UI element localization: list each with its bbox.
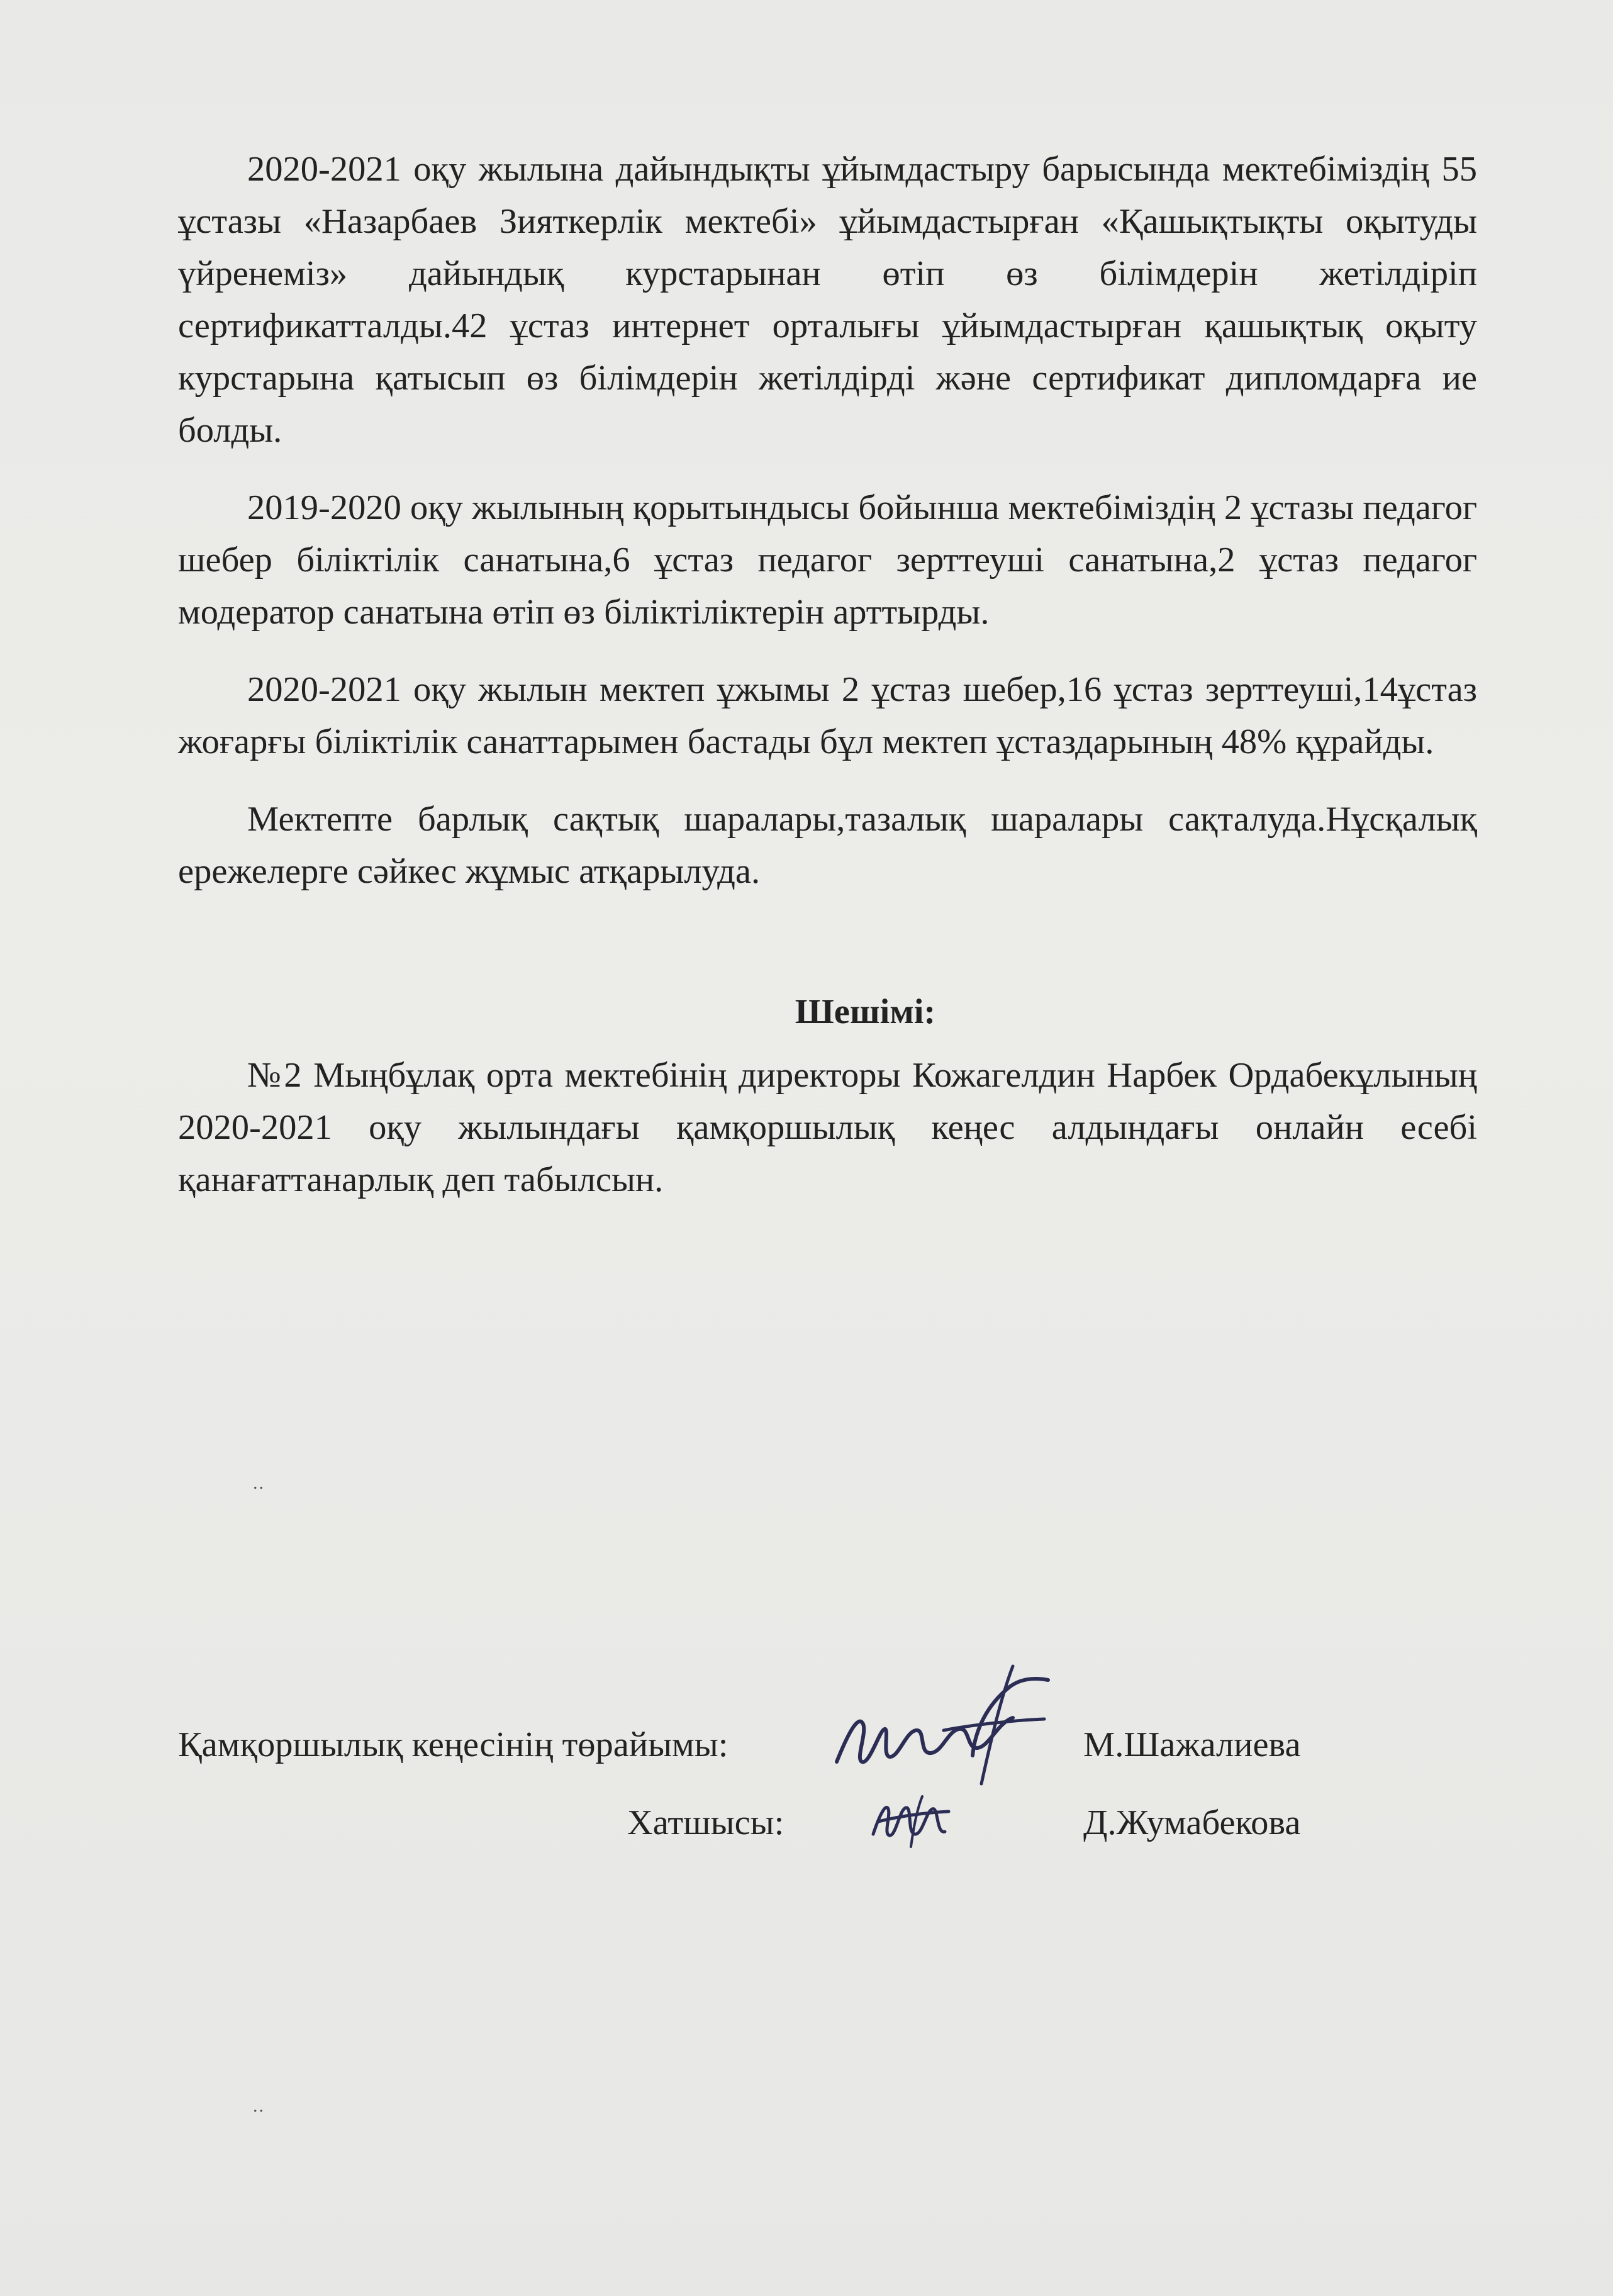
paragraph-safety-measures: Мектепте барлық сақтық шаралары,тазалық шаралары сақталуда.Нұсқалық ережелерге сәйкес жұмыс атқарылуда.: [178, 800, 1477, 891]
chair-name: М.Шажалиева: [1083, 1725, 1301, 1764]
secretary-handwritten-signature: [867, 1790, 955, 1853]
chair-label: Қамқоршылық кеңесінің төрайымы:: [178, 1725, 728, 1764]
stray-mark-upper: ..: [253, 1472, 265, 1493]
secretary-label: Хатшысы:: [627, 1803, 784, 1842]
paragraph-staff-qualification: 2020-2021 оқу жылын мектеп ұжымы 2 ұстаз шебер,16 ұстаз зерттеуші,14ұстаз жоғарғы біліктілік санаттарымен бастады бұл мектеп ұстаздарының 48% құрайды.: [178, 670, 1477, 761]
document-body: [178, 143, 1477, 1231]
chair-handwritten-signature: [824, 1655, 1057, 1793]
decision-heading: Шешімі:: [795, 992, 936, 1031]
paragraph-courses: 2020-2021 оқу жылына дайындықты ұйымдастыру барысында мектебіміздің 55 ұстазы «Назарбаев Зияткерлік мектебі» ұйымдастырған «Қашықтықты оқытуды үйренеміз» дайындық курстарынан өтіп өз білімдерін жетілдіріп сертификатталды.42 ұстаз интернет орталығы ұйымдастырған қашықтық оқыту курстарына қатысып өз білімдерін жетілдірді және сертификат дипломдарға ие болды.: [178, 150, 1477, 450]
decision-text: №2 Мыңбұлақ орта мектебінің директоры Кожагелдин Нарбек Ордабекұлының 2020-2021 оқу жылындағы қамқоршылық кеңес алдындағы онлайн есебі қанағаттанарлық деп табылсын.: [178, 1056, 1477, 1199]
stray-mark-lower: ..: [253, 2095, 265, 2116]
secretary-name: Д.Жумабекова: [1083, 1803, 1301, 1842]
paragraph-certification-results: 2019-2020 оқу жылының қорытындысы бойынша мектебіміздің 2 ұстазы педагог шебер біліктілік санатына,6 ұстаз педагог зерттеуші санатына,2 ұстаз педагог модератор санатына өтіп өз біліктіліктерін арттырды.: [178, 488, 1477, 632]
